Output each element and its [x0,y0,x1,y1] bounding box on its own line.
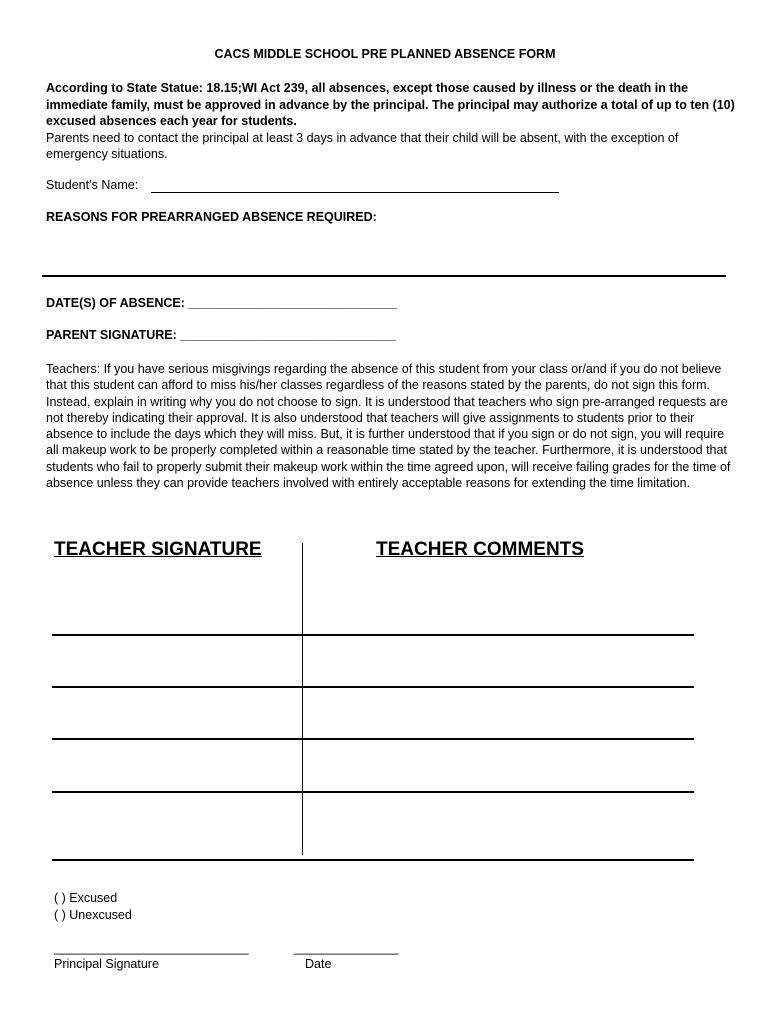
reasons-label: REASONS FOR PREARRANGED ABSENCE REQUIRED: [46,210,377,224]
unexcused-option[interactable]: ( ) Unexcused [54,908,132,922]
teacher-row-line[interactable] [52,634,694,636]
intro-section [46,80,736,163]
teacher-row-line[interactable] [52,686,694,688]
parent-signature-field[interactable]: PARENT SIGNATURE: _______________________________ [46,328,396,342]
student-name-label: Student’s Name: [46,178,139,192]
principal-signature-field[interactable]: ____________________________ [54,941,249,955]
excused-option[interactable]: ( ) Excused [54,891,118,905]
date-label: Date [305,957,332,971]
teacher-row-line[interactable] [52,791,694,793]
student-name-field[interactable] [151,192,559,193]
teacher-comments-heading: TEACHER COMMENTS [376,539,584,560]
teacher-row-line[interactable] [52,859,694,861]
intro-notice-text: Parents need to contact the principal at least 3 days in advance that their child will be absent, with the exception of emergency situations. [46,130,679,161]
dates-of-absence-field[interactable]: DATE(S) OF ABSENCE: ______________________________ [46,296,397,310]
principal-signature-label: Principal Signature [54,957,159,971]
reasons-field-line[interactable] [42,275,726,277]
date-field[interactable]: _______________ [294,941,399,955]
table-column-divider [302,543,303,855]
teachers-instructions: Teachers: If you have serious misgivings regarding the absence of this student from your class or/and if you do not believe that this student can afford to miss his/her classes regardless of the reasons stated by the parents, do not sign this form. Instead, explain in writing why you do not choose to sign. It is understood that teachers who sign pre-arranged requests are not thereby indicating their approval. It is also understood that teachers will give assignments to students prior to their absence to include the days which they will miss. But, it is further understood that if you sign or do not sign, you will require all makeup work to be properly completed within a reasonable time stated by the teacher. Furthermore, it is understood that students who fail to properly submit their makeup work within the time agreed upon, will receive failing grades for the time of absence unless they can provide teachers involved with entirely acceptable reasons for extending the time limitation. [46,362,731,491]
teacher-row-line[interactable] [52,738,694,740]
teacher-signature-heading: TEACHER SIGNATURE [54,539,262,560]
form-title: CACS MIDDLE SCHOOL PRE PLANNED ABSENCE FORM [214,47,556,61]
intro-statute-text: According to State Statue: 18.15;WI Act 239, all absences, except those caused by illness or the death in the immediate family, must be approved in advance by the principal. The principal may authorize a total of up to ten (10) excused absences each year for students. [46,81,735,128]
